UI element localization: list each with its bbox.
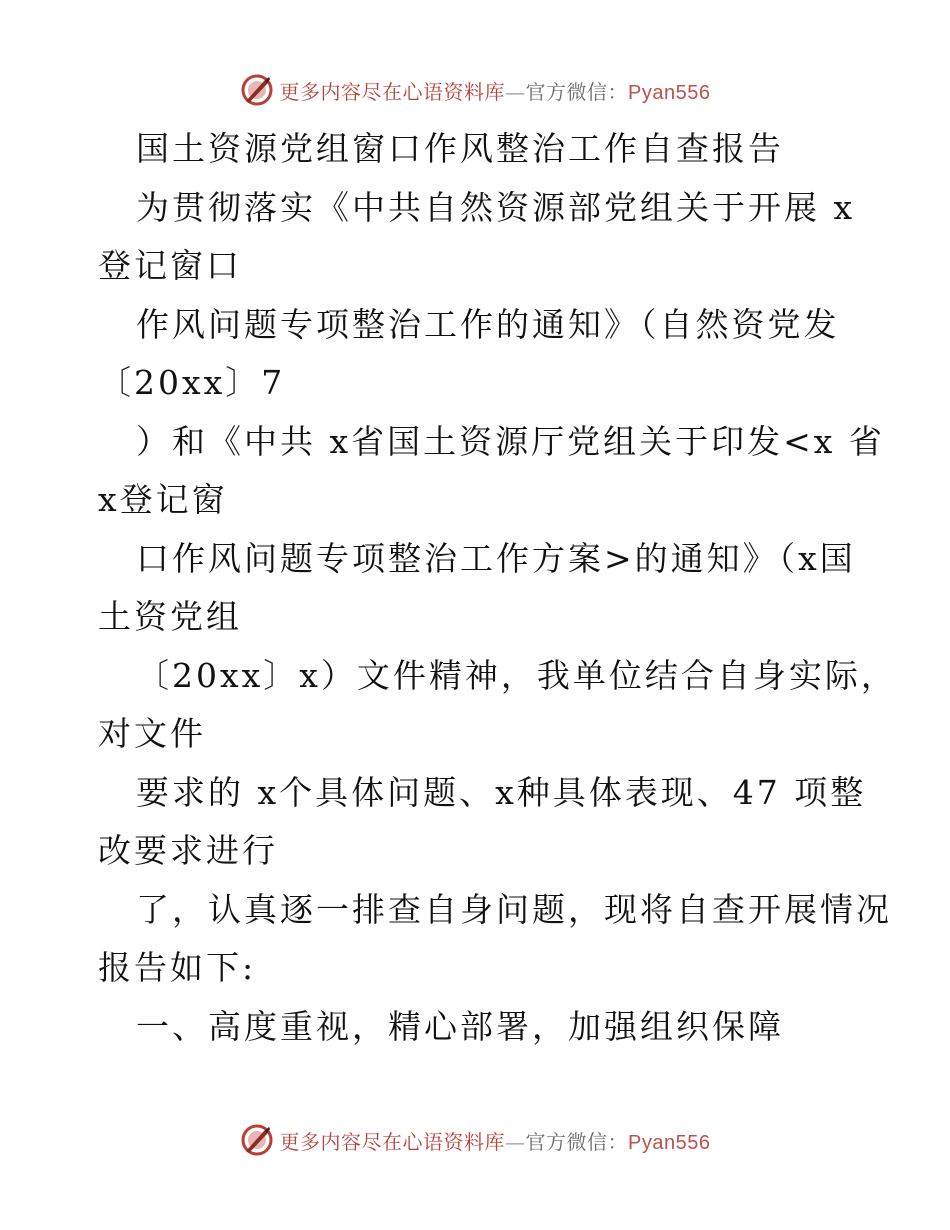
paragraph-line: 口作风问题专项整治工作方案>的通知》（x国 <box>136 538 856 578</box>
watermark-dash: — <box>505 79 526 104</box>
paragraph-line: ）和《中共 x省国土资源厅党组关于印发<x 省 <box>136 421 885 461</box>
watermark-dash: — <box>505 1129 526 1154</box>
paragraph-line: 作风问题专项整治工作的通知》（自然资党发 <box>136 304 840 344</box>
paragraph-line: 改要求进行 <box>98 831 278 870</box>
watermark-site-text: 更多内容尽在心语资料库 <box>279 79 506 104</box>
paragraph-line: 〔20xx〕7 <box>98 363 286 402</box>
watermark-wechat-id: Pyan556 <box>628 81 711 104</box>
watermark-site-text: 更多内容尽在心语资料库 <box>279 1129 506 1154</box>
paragraph-line: 了，认真逐一排查自身问题，现将自查开展情况 <box>136 889 892 929</box>
document-body <box>98 120 897 1056</box>
paragraph-line: 土资党组 <box>98 597 242 636</box>
paragraph-line: 〔20xx〕x）文件精神，我单位结合自身实际， <box>136 655 897 695</box>
paragraph-line: 为贯彻落实《中共自然资源部党组关于开展 x <box>136 187 856 227</box>
quill-pen-logo-icon <box>240 73 274 107</box>
paragraph-line: 要求的 x个具体问题、x种具体表现、47 项整 <box>136 772 867 812</box>
paragraph-line: 对文件 <box>98 714 206 753</box>
footer-watermark <box>0 1120 950 1160</box>
header-watermark <box>0 70 950 110</box>
quill-pen-logo-icon <box>240 1123 274 1157</box>
watermark-official-text: 官方微信： <box>525 1129 629 1154</box>
paragraph-line: 登记窗口 <box>98 246 242 285</box>
watermark-wechat-id: Pyan556 <box>628 1131 711 1154</box>
paragraph-line: x登记窗 <box>98 480 228 519</box>
watermark-official-text: 官方微信： <box>525 79 629 104</box>
document-title: 国土资源党组窗口作风整治工作自查报告 <box>136 129 784 168</box>
section-heading: 一、高度重视，精心部署，加强组织保障 <box>136 1006 784 1046</box>
paragraph-line: 报告如下: <box>98 948 257 987</box>
